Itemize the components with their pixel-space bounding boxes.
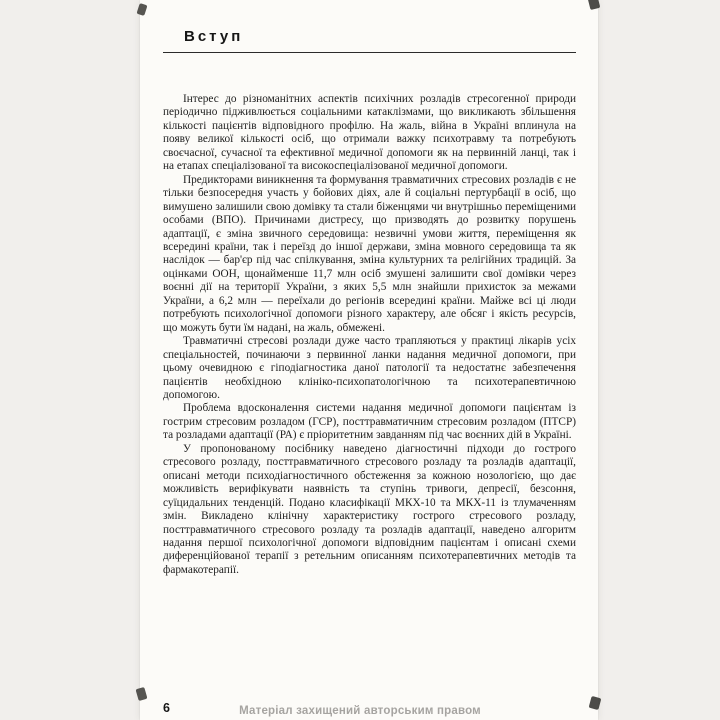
- chapter-title: Вступ: [184, 28, 244, 45]
- copyright-notice: Матеріал захищений авторським правом: [239, 705, 481, 717]
- paragraph: У пропонованому посібнику наведено діагностичні підходи до гострого стресового розладу, посттравматичного стресового розладу та розладів адаптації, описані методи психодіагностичного обстеження за кожною нозологією, що дає можливість верифікувати наявність та ступінь тривоги, депресії, безсоння, суїцидальних тенденцій. Подано класифікації МКХ-10 та МКХ-11 із тлумаченням змін. Викладено клінічну характеристику гострого стресового розладу, посттравматичного стресового розладу та розладів адаптації, наведено алгоритм надання першої психологічної допомоги відповідним пацієнтам і описані схеми диференційованої терапії з ретельним описанням психотерапевтичних методів та фармакотерапії.: [163, 442, 576, 576]
- page-number: 6: [163, 701, 170, 715]
- title-divider: [163, 52, 576, 53]
- paragraph: Інтерес до різноманітних аспектів психічних розладів стресогенної природи періодично підживлюється соціальними катаклізмами, що викликають збільшення кількості пацієнтів відповідного профілю. На жаль, війна в Україні вплинула на появу великої кількості осіб, що отримали важку психотравму та потребують своєчасної, сучасної та ефективної медичної допомоги як на первинній ланці, так і на етапах спеціалізованої та високоспеціалізованої медичної допомоги.: [163, 93, 576, 173]
- paragraph: Предикторами виникнення та формування травматичних стресових розладів є не тільки безпосередня участь у бойових діях, але й соціальні пертурбації в осіб, що вимушено залишили свою домівку та стали біженцями чи внутрішньо переміщеними особами (ВПО). Причинами дистресу, що призводять до розвитку порушень адаптації, є зміна звичного середовища: незвичні умови життя, переміщення як всередині країни, так і переїзд до іншої держави, зміна мовного середовища та як наслідок — бар'єр під час спілкування, зміна культурних та релігійних традицій. За оцінками ООН, щонайменше 11,7 млн осіб змушені залишити свої домівки через воєнні дії на території України, з яких 5,5 млн знайшли прихисток за межами України, а 6,2 млн — переїхали до регіонів всередині країни. Майже всі ці люди потребують психологічної допомоги різного характеру, але обсяг і якість ресурсів, що можуть бути їм надані, на жаль, обмежені.: [163, 173, 577, 334]
- paragraph: Проблема вдосконалення системи надання медичної допомоги пацієнтам із гострим стресовим розладом (ГСР), посттравматичним стресовим розладом (ПТСР) та розладами адаптації (РА) є пріоритетним завданням під час воєнних дій в Україні.: [163, 402, 576, 442]
- page-content: [163, 0, 576, 577]
- book-page: [140, 0, 598, 720]
- paragraph: Травматичні стресові розлади дуже часто трапляються у практиці лікарів усіх спеціальностей, починаючи з первинної ланки надання медичної допомоги, при цьому очевидною є гіподіагностика даної патології та недостатнє забезпечення пацієнтів необхідною клініко-психопатологічною та психотерапевтичною допомогою.: [163, 335, 576, 401]
